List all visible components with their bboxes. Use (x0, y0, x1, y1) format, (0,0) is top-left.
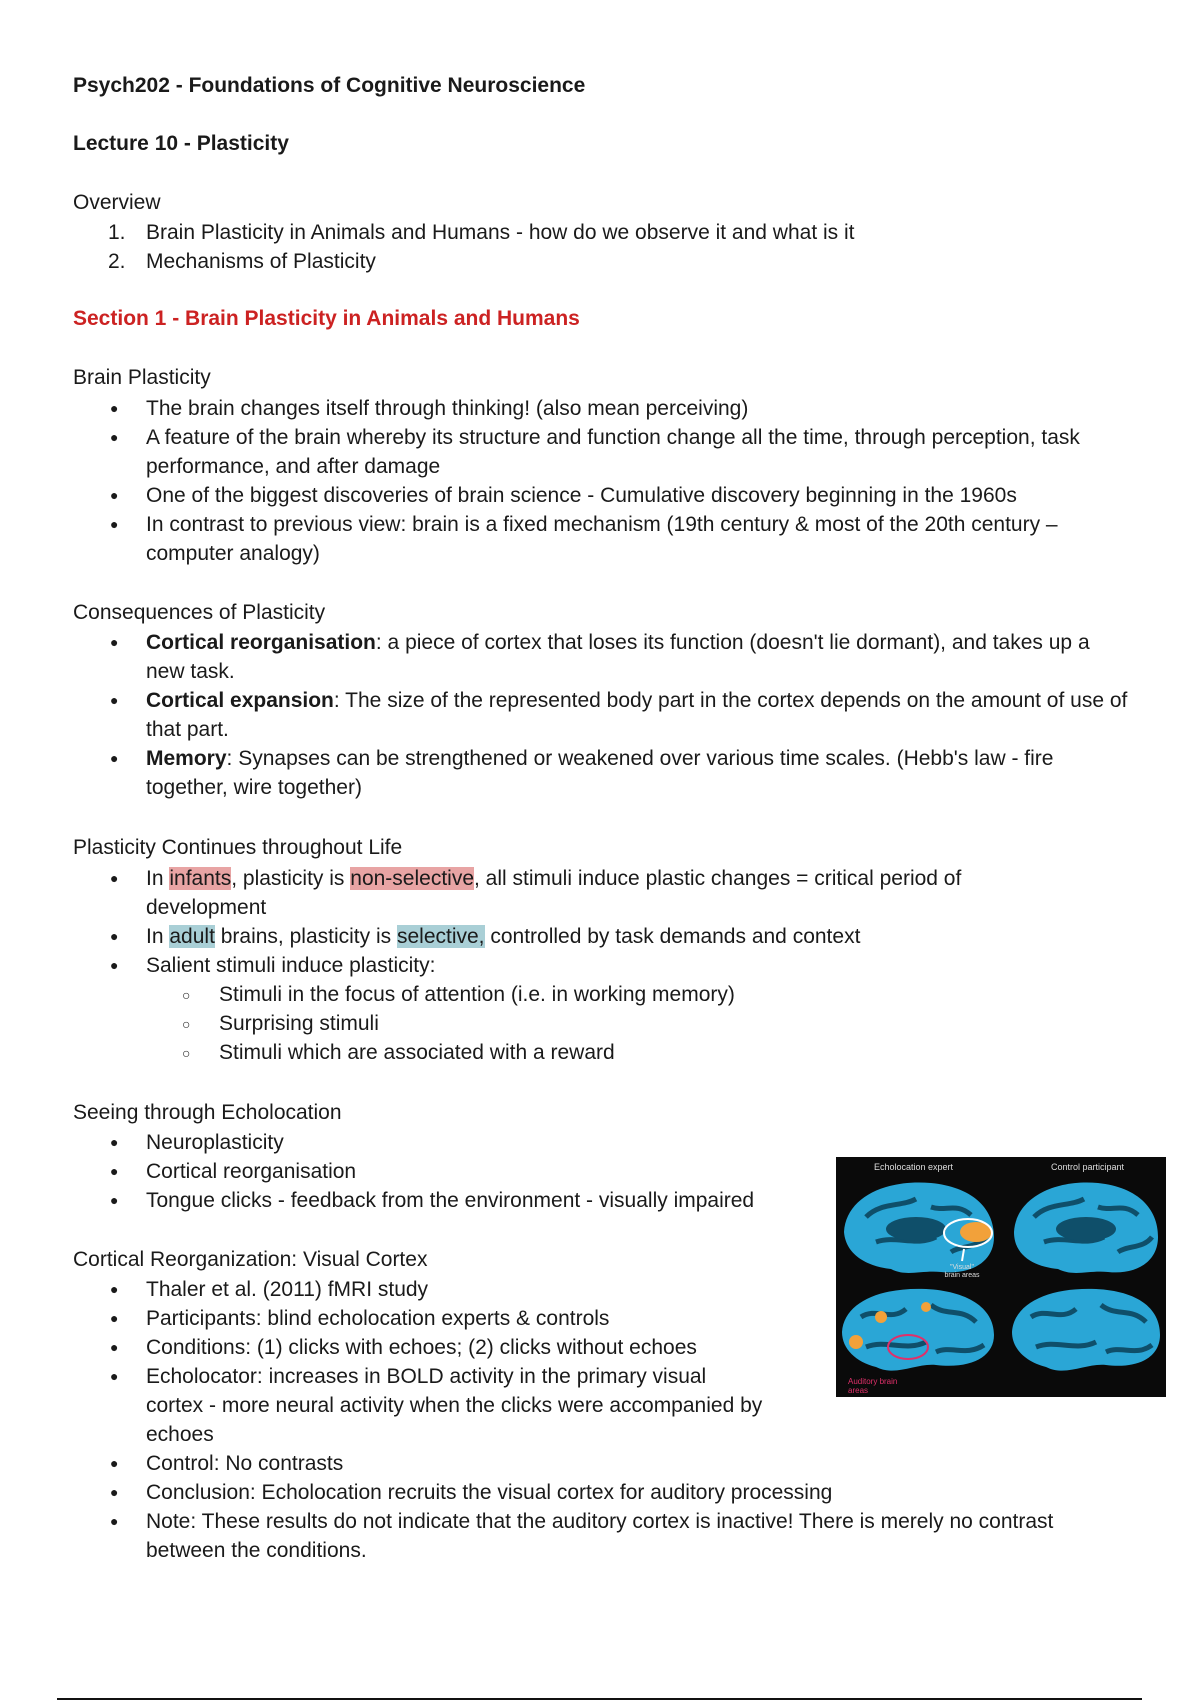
course-title: Psych202 - Foundations of Cognitive Neuroscience (73, 74, 586, 97)
text-run: In (146, 867, 170, 890)
list-item (73, 218, 855, 247)
echolocation-heading: Seeing through Echolocation (73, 1101, 342, 1124)
list-item: ● In contrast to previous view: brain is a fixed mechanism (19th century & most of the 20th century – computer analogy) (73, 510, 1133, 568)
list-item-text: Mechanisms of Plasticity (146, 250, 376, 273)
list-item (73, 247, 855, 276)
list-item-text: Brain Plasticity in Animals and Humans - how do we observe it and what is it (146, 221, 855, 244)
text-run: In (146, 925, 170, 948)
list-item: ● Control: No contrasts (73, 1449, 1113, 1478)
term: Memory (146, 747, 227, 770)
list-item: ● The brain changes itself through thinking! (also mean perceiving) (73, 394, 1133, 423)
list-item: ● Thaler et al. (2011) fMRI study (73, 1275, 1113, 1304)
highlight-selective: selective, (396, 925, 485, 948)
plasticity-life-heading: Plasticity Continues throughout Life (73, 836, 403, 859)
consequences-heading: Consequences of Plasticity (73, 601, 326, 624)
term: Cortical expansion (146, 689, 334, 712)
list-item (73, 744, 1133, 802)
list-item: ● Salient stimuli induce plasticity: (73, 951, 973, 980)
brain-plasticity-list (73, 394, 1133, 568)
overview-list (73, 218, 855, 276)
highlight-non-selective: non-selective (350, 867, 474, 890)
term: Cortical reorganisation (146, 631, 376, 654)
list-item (73, 922, 973, 951)
list-item: ● Note: These results do not indicate that the auditory cortex is inactive! There is merely no contrast between the conditions. (73, 1507, 1113, 1565)
section-1-title: Section 1 - Brain Plasticity in Animals and Humans (73, 307, 580, 330)
list-item: ● Neuroplasticity (73, 1128, 833, 1157)
salient-stimuli-sublist (146, 980, 735, 1067)
list-item: ● Conditions: (1) clicks with echoes; (2) clicks without echoes (73, 1333, 1113, 1362)
list-item: ● Participants: blind echolocation experts & controls (73, 1304, 1113, 1333)
definition: : The size of the represented body part in the cortex depends on the amount of use of that part. (146, 689, 1128, 741)
overview-heading: Overview (73, 191, 161, 214)
echolocation-list (73, 1128, 833, 1215)
plasticity-life-list (73, 864, 973, 980)
consequences-list (73, 628, 1133, 802)
sublist-item: ○ Stimuli which are associated with a reward (146, 1038, 735, 1067)
highlight-infants: infants (169, 867, 232, 890)
brain-scan-illustration (836, 1157, 1166, 1397)
list-item: ● Conclusion: Echolocation recruits the visual cortex for auditory processing (73, 1478, 1113, 1507)
list-item (73, 864, 973, 922)
list-item: ● Cortical reorganisation (73, 1157, 833, 1186)
text-run: controlled by task demands and context (484, 925, 861, 948)
list-item: ● A feature of the brain whereby its structure and function change all the time, through perception, task performance, and after damage (73, 423, 1133, 481)
figure-label-visual-areas: "Visual" brain areas (944, 1264, 980, 1279)
figure-label-control: Control participant (1051, 1162, 1125, 1172)
definition: : a piece of cortex that loses its function (doesn't lie dormant), and takes up a new task. (146, 631, 1090, 683)
list-marker: 1. (108, 221, 126, 244)
list-marker: 2. (108, 250, 126, 273)
figure-label-expert: Echolocation expert (874, 1162, 954, 1172)
list-item: ● Echolocator: increases in BOLD activity in the primary visual cortex - more neural activity when the clicks were accompanied by echoes (73, 1362, 766, 1449)
brain-plasticity-heading: Brain Plasticity (73, 366, 211, 389)
sublist-item: ○ Stimuli in the focus of attention (i.e. in working memory) (146, 980, 735, 1009)
list-item (73, 628, 1133, 686)
definition: : Synapses can be strengthened or weakened over various time scales. (Hebb's law - fire together, wire together) (146, 747, 1054, 799)
list-item: ● Tongue clicks - feedback from the environment - visually impaired (73, 1186, 833, 1215)
list-item: ● One of the biggest discoveries of brain science - Cumulative discovery beginning in the 1960s (73, 481, 1133, 510)
lecture-title: Lecture 10 - Plasticity (73, 132, 289, 155)
text-run: brains, plasticity is (214, 925, 397, 948)
figure-label-auditory-areas: Auditory brain areas (848, 1377, 898, 1395)
brain-fmri-figure (836, 1157, 1166, 1397)
visual-cortex-heading: Cortical Reorganization: Visual Cortex (73, 1248, 428, 1271)
sublist-item: ○ Surprising stimuli (146, 1009, 735, 1038)
highlight-adult: adult (169, 925, 215, 948)
text-run: , plasticity is (231, 867, 351, 890)
list-item (73, 686, 1133, 744)
text-run: , all stimuli induce plastic changes = critical period of development (146, 867, 962, 919)
